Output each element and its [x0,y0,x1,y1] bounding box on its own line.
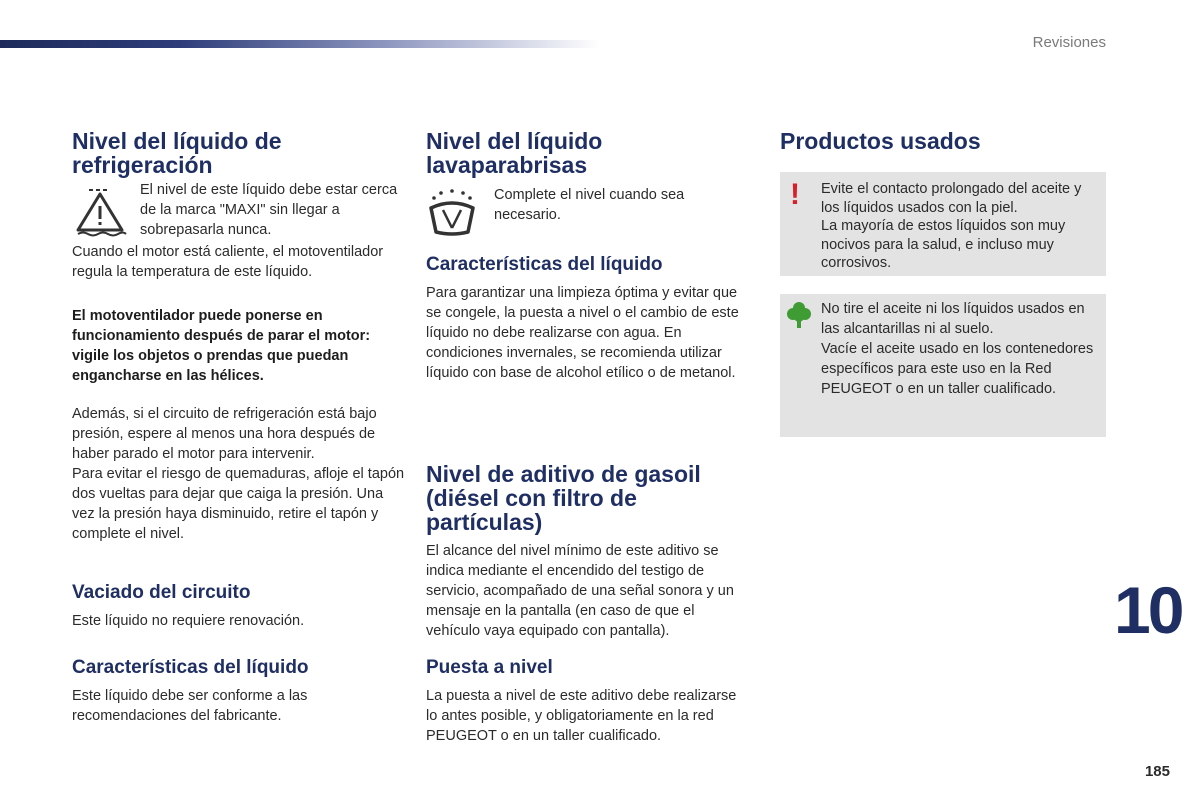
washer-characteristics-text: Para garantizar una limpieza óptima y evitar que se congele, la puesta a nivel o el cambio de este líquido no debe realizarse con agua. En condiciones invernales, se recomienda utilizar líquido con base de alcohol etílico o de metanol. [426,285,739,381]
used-products-warning-box [780,172,1106,276]
coolant-level-title: Nivel del líquido de refrigeración [72,128,282,178]
used-products-title: Productos usados [780,128,981,154]
topping-up-text: La puesta a nivel de este aditivo debe realizarse lo antes posible, y obligatoriamente en la red PEUGEOT o en un taller cualificado. [426,688,737,744]
chapter-number: 10 [1114,573,1182,647]
coolant-icon-text: El nivel de este líquido debe estar cerca de la marca "MAXI" sin llegar a sobrepasarla nunca. [140,182,398,238]
coolant-fan-warning: El motoventilador puede ponerse en funcionamiento después de parar el motor: vigile los objetos o prendas que puedan engancharse en las hélices. [72,308,371,384]
used-products-eco-box [780,294,1106,437]
drain-circuit-heading: Vaciado del circuito [72,582,251,603]
coolant-characteristics-text: Este líquido debe ser conforme a las recomendaciones del fabricante. [72,688,308,724]
diesel-additive-title: Nivel de aditivo de gasoil (diésel con filtro de partículas) [426,461,701,535]
used-products-warning-text: Evite el contacto prolongado del aceite y los líquidos usados con la piel. La mayoría de estos líquidos son muy nocivos para la salud, e incluso muy corrosivos. [821,181,1082,271]
diesel-additive-text: El alcance del nivel mínimo de este aditivo se indica mediante el encendido del testigo de servicio, acompañado de una señal sonora y un mensaje en la pantalla (en caso de que el vehículo vaya equipado con pantalla). [426,543,734,639]
tree-icon [787,301,811,329]
coolant-paragraph-1: Cuando el motor está caliente, el motoventilador regula la temperatura de este líquido. [72,244,384,280]
coolant-paragraph-2: Además, si el circuito de refrigeración está bajo presión, espere al menos una hora después de haber parado el motor para intervenir. [72,406,377,462]
used-products-eco-text: No tire el aceite ni los líquidos usados en las alcantarillas ni al suelo. Vacíe el aceite usado en los contenedores específicos para este uso en la Red PEUGEOT o en un taller cualificado. [821,301,1094,397]
page-number: 185 [1144,763,1170,780]
windscreen-washer-icon [426,188,478,238]
coolant-characteristics-heading: Características del líquido [72,657,309,678]
drain-circuit-text: Este líquido no requiere renovación. [72,613,305,629]
header-gradient-bar [0,40,600,48]
coolant-paragraph-3: Para evitar el riesgo de quemaduras, afloje el tapón dos vueltas para dejar que caiga la presión. Una vez la presión haya disminuido, retire el tapón y complete el nivel. [72,466,405,542]
washer-icon-text: Complete el nivel cuando sea necesario. [494,187,685,223]
coolant-level-warning-icon [72,184,128,240]
section-label: Revisiones [1032,34,1106,51]
washer-level-title: Nivel del líquido lavaparabrisas [426,128,603,178]
topping-up-heading: Puesta a nivel [426,657,553,678]
exclamation-icon: ! [790,178,800,211]
washer-characteristics-heading: Características del líquido [426,254,663,275]
